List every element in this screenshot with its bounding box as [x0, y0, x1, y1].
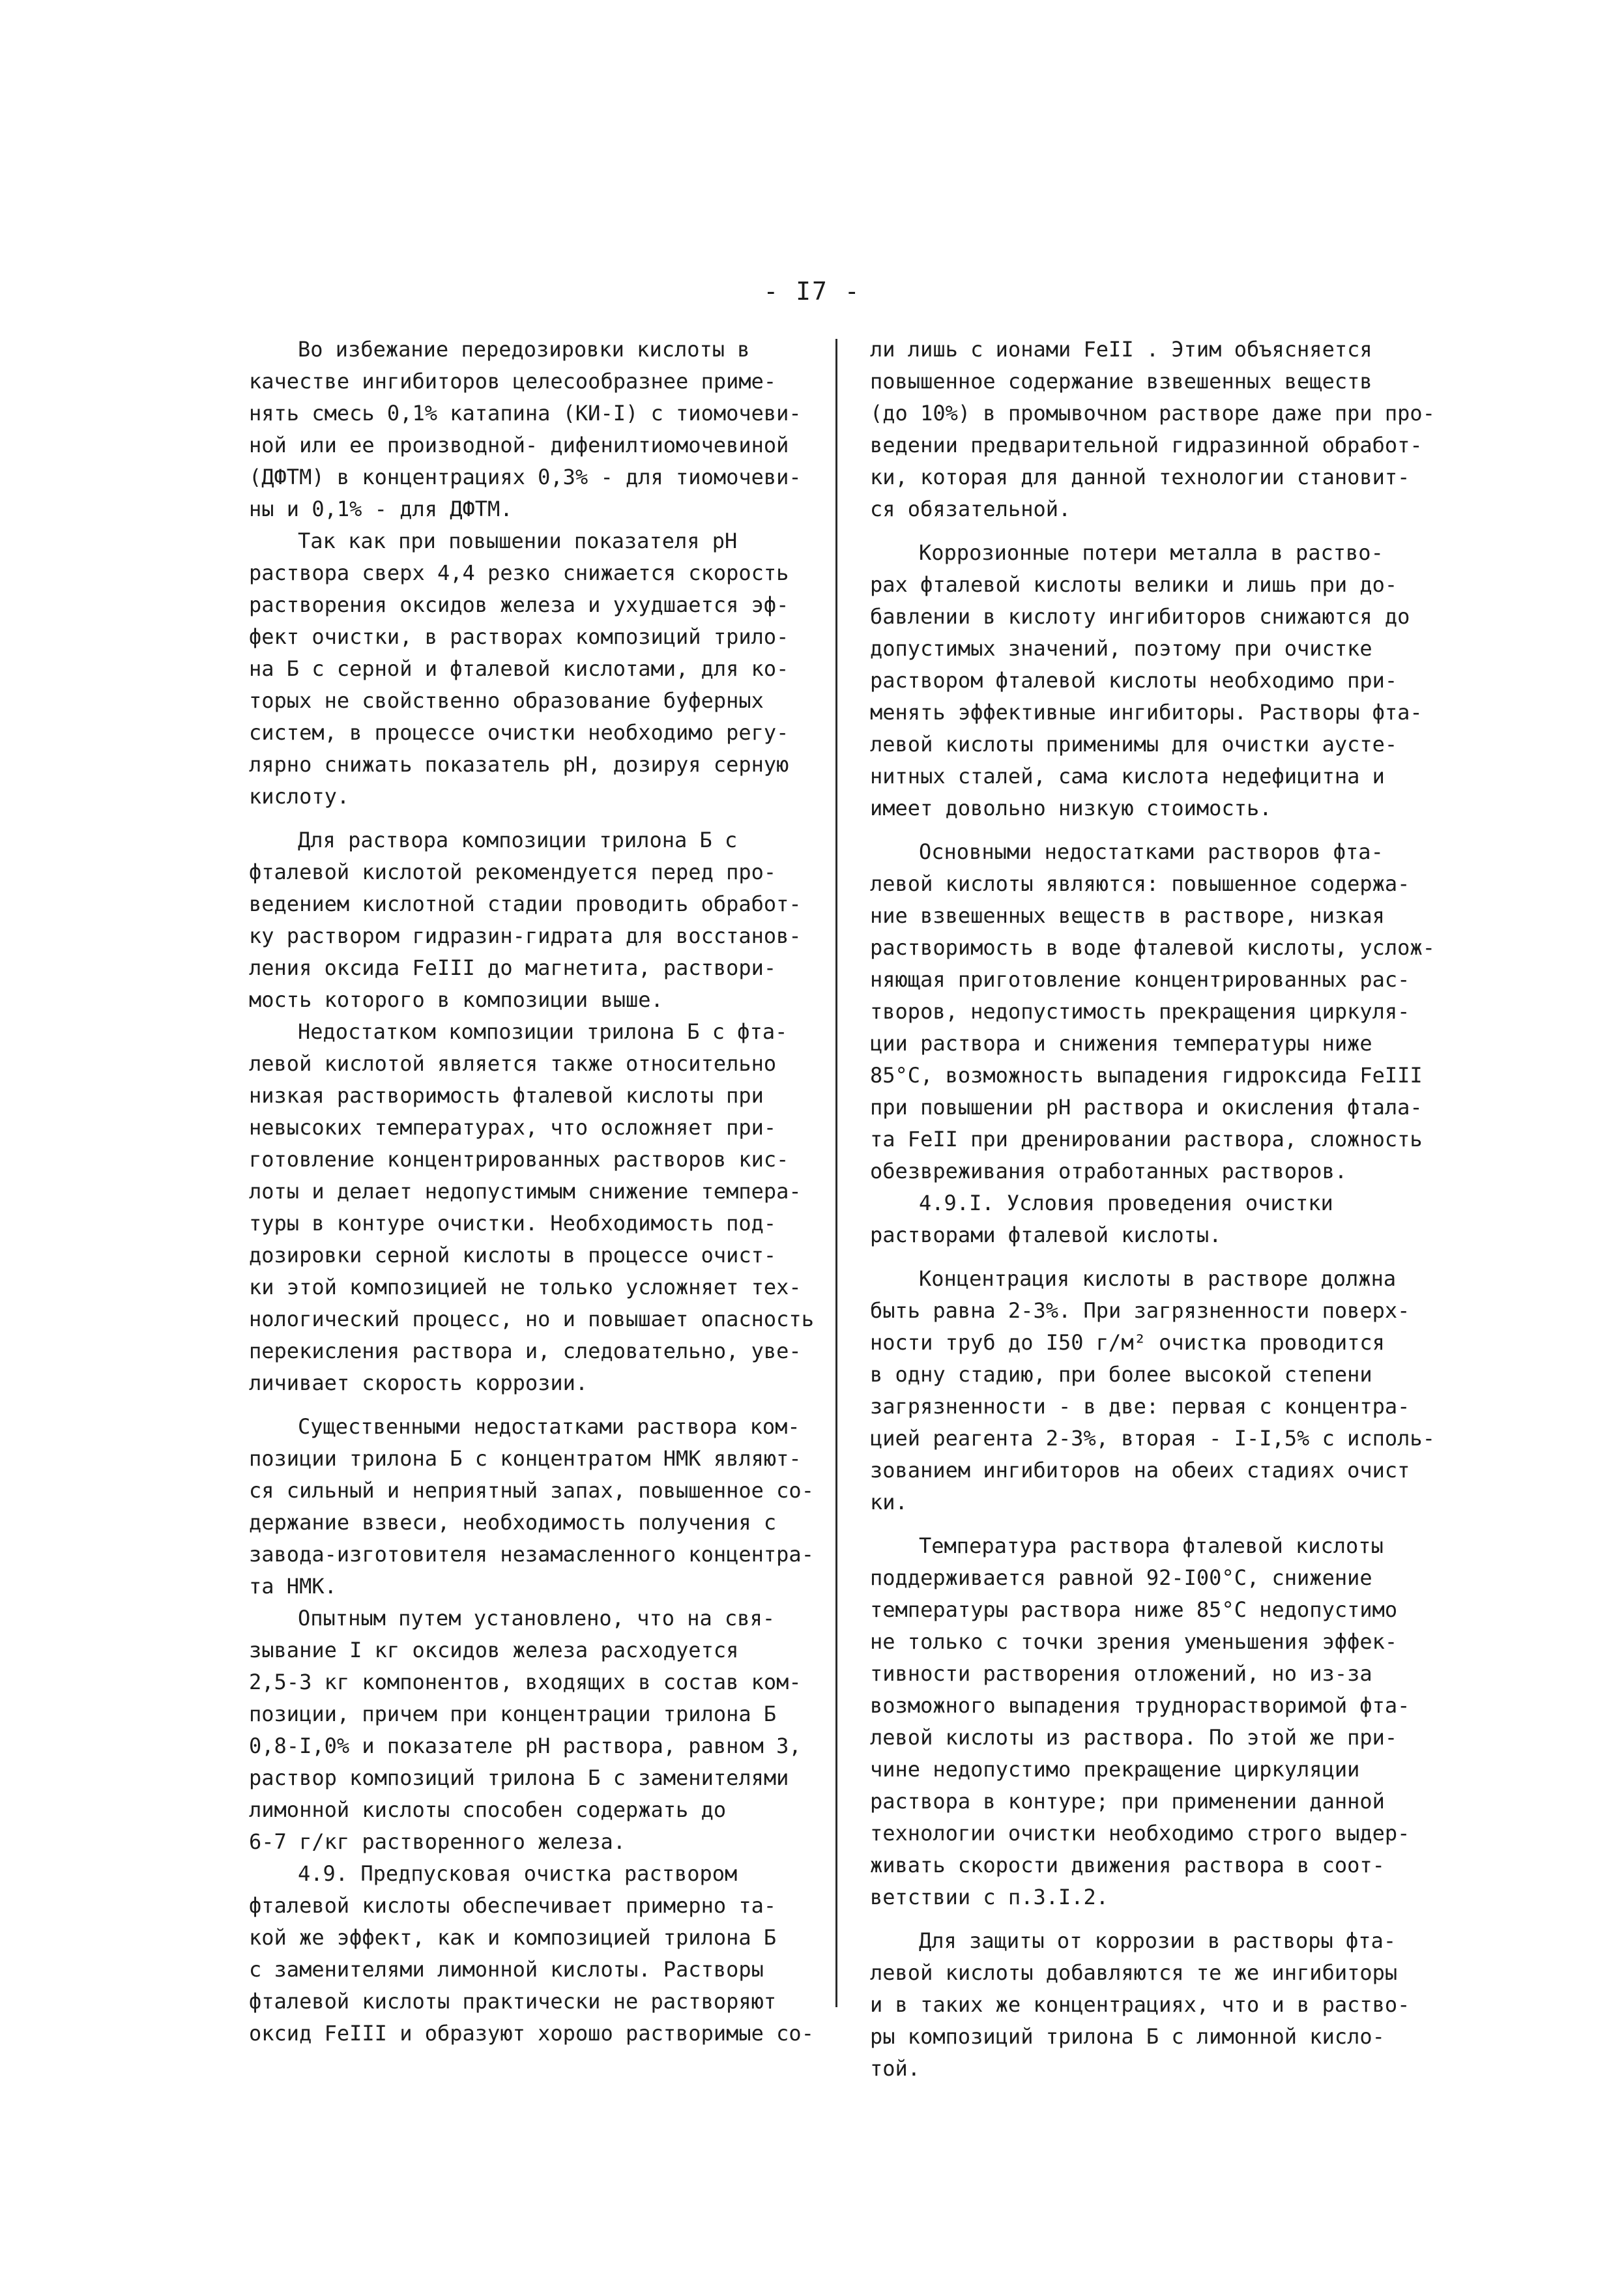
text-line: 85°С, возможность выпадения гидроксида FeIII [870, 1063, 1423, 1088]
text-line: лоты и делает недопустимым снижение темпера- [249, 1179, 802, 1204]
text-line: не только с точки зрения уменьшения эффек- [870, 1629, 1398, 1654]
text-line: Недостатком композиции трилона Б с фта- [298, 1019, 788, 1044]
text-line: (до 10%) в промывочном растворе даже при про- [870, 401, 1435, 426]
text-line: ли лишь с ионами FeII . Этим объясняется [870, 337, 1372, 362]
text-line: фталевой кислоты обеспечивает примерно та- [249, 1893, 777, 1918]
right-column [870, 334, 1457, 2085]
text-line: ведении предварительной гидразинной обработ- [870, 433, 1423, 457]
text-line: нять смесь 0,1% катапина (КИ-I) с тиомочеви- [249, 401, 802, 426]
text-line: левой кислоты являются: повышенное содержа- [870, 871, 1410, 896]
text-line: дозировки серной кислоты в процессе очист- [249, 1243, 777, 1268]
text-line: позиции трилона Б с концентратом НМК являют- [249, 1446, 802, 1471]
text-line: зованием ингибиторов на обеих стадиях очист [870, 1458, 1410, 1483]
text-line: торых не свойственно образование буферных [249, 688, 764, 713]
text-line: левой кислоты добавляются те же ингибиторы [870, 1960, 1398, 1985]
left-column [249, 334, 835, 2050]
text-line: ления оксида FeIII до магнетита, раствори- [249, 955, 777, 980]
text-line: с заменителями лимонной кислоты. Растворы [249, 1957, 764, 1982]
text-line: в одну стадию, при более высокой степени [870, 1362, 1372, 1387]
text-line: чине недопустимо прекращение циркуляции [870, 1757, 1360, 1782]
text-line: ся обязательной. [870, 497, 1071, 521]
text-line: ны и 0,1% - для ДФТМ. [249, 497, 513, 521]
text-line: оксид FeIII и образуют хорошо растворимые со- [249, 2021, 814, 2046]
text-line: менять эффективные ингибиторы. Растворы фта- [870, 700, 1423, 725]
text-line: (ДФТМ) в концентрациях 0,3% - для тиомочеви- [249, 465, 802, 489]
text-line: няющая приготовление концентрированных рас- [870, 967, 1410, 992]
text-line: рах фталевой кислоты велики и лишь при до- [870, 572, 1398, 597]
text-line: мость которого в композиции выше. [249, 987, 663, 1012]
text-line: кислоту. [249, 784, 350, 809]
text-line: раствора сверх 4,4 резко снижается скорость [249, 560, 789, 585]
text-line: ры композиций трилона Б с лимонной кисло- [870, 2024, 1385, 2049]
text-line: зывание I кг оксидов железа расходуется [249, 1638, 739, 1662]
text-line: ветствии с п.3.I.2. [870, 1885, 1109, 1909]
text-line: личивает скорость коррозии. [249, 1370, 588, 1395]
text-line: и в таких же концентрациях, что и в раство- [870, 1992, 1410, 2017]
text-line: левой кислоты применимы для очистки аусте- [870, 732, 1398, 757]
text-line: нологический процесс, но и повышает опасность [249, 1307, 814, 1331]
text-line: левой кислоты из раствора. По этой же при- [870, 1725, 1398, 1750]
text-line: туры в контуре очистки. Необходимость под- [249, 1211, 777, 1236]
text-line: кой же эффект, как и композицией трилона Б [249, 1925, 777, 1950]
page-number: - I7 - [763, 277, 861, 306]
text-line: Так как при повышении показателя pH [298, 529, 738, 553]
text-line: быть равна 2-3%. При загрязненности поверх- [870, 1298, 1410, 1323]
text-line: 0,8-I,0% и показателе pH раствора, равном 3, [249, 1733, 802, 1758]
text-line: при повышении pH раствора и окисления фтала- [870, 1095, 1423, 1120]
text-line: Во избежание передозировки кислоты в [298, 337, 750, 362]
text-line: обезвреживания отработанных растворов. [870, 1159, 1348, 1183]
text-line: лимонной кислоты способен содержать до [249, 1797, 727, 1822]
text-line: поддерживается равной 92-I00°С, снижение [870, 1565, 1372, 1590]
text-line: качестве ингибиторов целесообразнее приме- [249, 369, 777, 394]
text-line: раствор композиций трилона Б с заменителями [249, 1765, 789, 1790]
text-line: ку раствором гидразин-гидрата для восстанов- [249, 923, 802, 948]
text-line: перекисления раствора и, следовательно, уве- [249, 1339, 802, 1363]
text-line: завода-изготовителя незамасленного концентра- [249, 1542, 814, 1567]
text-line: та FeII при дренировании раствора, сложность [870, 1127, 1423, 1152]
text-line: фталевой кислоты практически не растворяют [249, 1989, 777, 2014]
text-line: той. [870, 2056, 921, 2081]
text-line: Опытным путем установлено, что на свя- [298, 1606, 776, 1631]
text-line: 4.9.I. Условия проведения очистки [919, 1191, 1333, 1215]
text-line: растворимость в воде фталевой кислоты, услож- [870, 935, 1435, 960]
text-line: ки этой композицией не только усложняет тех- [249, 1275, 802, 1299]
text-line: живать скорости движения раствора в соот- [870, 1853, 1385, 1877]
text-line: допустимых значений, поэтому при очистке [870, 636, 1372, 661]
text-line: фект очистки, в растворах композиций трило- [249, 624, 789, 649]
text-line: Для защиты от коррозии в растворы фта- [919, 1928, 1397, 1953]
text-line: ведением кислотной стадии проводить обработ- [249, 891, 802, 916]
text-line: растворения оксидов железа и ухудшается эф- [249, 592, 789, 617]
text-line: ции раствора и снижения температуры ниже [870, 1031, 1372, 1056]
text-line: фталевой кислотой рекомендуется перед про- [249, 860, 777, 884]
text-line: Основными недостатками растворов фта- [919, 839, 1384, 864]
text-line: Для раствора композиции трилона Б с [298, 828, 738, 852]
text-line: ние взвешенных веществ в растворе, низкая [870, 903, 1385, 928]
text-line: бавлении в кислоту ингибиторов снижаются до [870, 604, 1410, 629]
text-line: ки, которая для данной технологии становит- [870, 465, 1410, 489]
text-line: готовление концентрированных растворов кис- [249, 1147, 789, 1172]
text-line: ной или ее производной- дифенилтиомочевиной [249, 433, 789, 457]
text-line: лярно снижать показатель pH, дозируя серную [249, 752, 789, 777]
text-line: Концентрация кислоты в растворе должна [919, 1266, 1397, 1291]
text-line: растворами фталевой кислоты. [870, 1223, 1222, 1247]
column-divider [835, 339, 837, 2007]
text-line: загрязненности - в две: первая с концентра- [870, 1394, 1410, 1419]
text-line: на Б с серной и фталевой кислотами, для ко- [249, 656, 789, 681]
text-line: Коррозионные потери металла в раство- [919, 540, 1384, 565]
text-line: систем, в процессе очистки необходимо регу- [249, 720, 789, 745]
text-line: ся сильный и неприятный запах, повышенное со- [249, 1478, 814, 1503]
text-line: 4.9. Предпусковая очистка раствором [298, 1861, 738, 1886]
text-line: технологии очистки необходимо строго выдер- [870, 1821, 1410, 1846]
text-line: возможного выпадения труднорастворимой фта- [870, 1693, 1410, 1718]
text-line: повышенное содержание взвешенных веществ [870, 369, 1372, 394]
text-line: левой кислотой является также относительно [249, 1051, 777, 1076]
text-line: раствором фталевой кислоты необходимо при- [870, 668, 1398, 693]
text-line: невысоких температурах, что осложняет при- [249, 1115, 777, 1140]
text-line: цией реагента 2-3%, вторая - I-I,5% с исполь- [870, 1426, 1435, 1451]
text-line: раствора в контуре; при применении данной [870, 1789, 1385, 1814]
text-line: творов, недопустимость прекращения циркуля- [870, 999, 1410, 1024]
text-line: Существенными недостатками раствора ком- [298, 1414, 800, 1439]
text-line: имеет довольно низкую стоимость. [870, 796, 1272, 820]
text-line: та НМК. [249, 1574, 337, 1599]
text-line: 6-7 г/кг растворенного железа. [249, 1829, 626, 1854]
text-line: тивности растворения отложений, но из-за [870, 1661, 1372, 1686]
text-line: температуры раствора ниже 85°С недопустимо [870, 1597, 1398, 1622]
text-line: ности труб до I50 г/м² очистка проводится [870, 1330, 1385, 1355]
text-line: ки. [870, 1490, 908, 1515]
text-line: нитных сталей, сама кислота недефицитна и [870, 764, 1385, 789]
text-line: держание взвеси, необходимость получения с [249, 1510, 777, 1535]
text-line: Температура раствора фталевой кислоты [919, 1533, 1384, 1558]
text-line: 2,5-3 кг компонентов, входящих в состав ком- [249, 1670, 802, 1694]
text-line: низкая растворимость фталевой кислоты при [249, 1083, 764, 1108]
text-line: позиции, причем при концентрации трилона Б [249, 1702, 777, 1726]
